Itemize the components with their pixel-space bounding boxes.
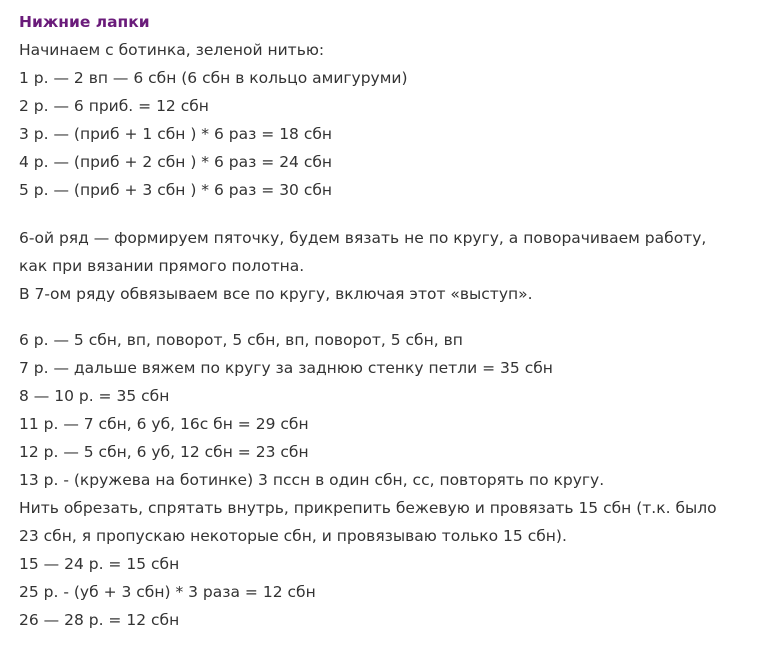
text-line: Начинаем с ботинка, зеленой нитью: bbox=[19, 41, 325, 59]
text-line: 8 — 10 р. = 35 сбн bbox=[19, 387, 170, 405]
text-line: 15 — 24 р. = 15 сбн bbox=[19, 555, 180, 573]
text-line: 11 р. — 7 сбн, 6 уб, 16с бн = 29 сбн bbox=[19, 415, 309, 433]
text-line: Нить обрезать, спрятать внутрь, прикрепить бежевую и провязать 15 сбн (т.к. было bbox=[19, 499, 717, 517]
text-line: 13 р. - (кружева на ботинке) 3 пссн в один сбн, сс, повторять по кругу. bbox=[19, 471, 605, 489]
text-line: 23 сбн, я пропускаю некоторые сбн, и провязываю только 15 сбн). bbox=[19, 527, 567, 545]
main-rows-block bbox=[19, 326, 764, 634]
paragraph-gap bbox=[19, 204, 764, 224]
text-line: 6 р. — 5 сбн, вп, поворот, 5 сбн, вп, поворот, 5 сбн, вп bbox=[19, 331, 463, 349]
text-line: 1 р. — 2 вп — 6 сбн (6 сбн в кольцо амигуруми) bbox=[19, 69, 408, 87]
text-line: 12 р. — 5 сбн, 6 уб, 12 сбн = 23 сбн bbox=[19, 443, 309, 461]
intro-rows-block bbox=[19, 36, 764, 204]
text-line: 2 р. — 6 приб. = 12 сбн bbox=[19, 97, 209, 115]
text-line: 5 р. — (приб + 3 сбн ) * 6 раз = 30 сбн bbox=[19, 181, 333, 199]
text-line: В 7-ом ряду обвязываем все по кругу, включая этот «выступ». bbox=[19, 285, 533, 303]
text-line: 4 р. — (приб + 2 сбн ) * 6 раз = 24 сбн bbox=[19, 153, 333, 171]
paragraph-gap bbox=[19, 308, 764, 326]
text-line: 3 р. — (приб + 1 сбн ) * 6 раз = 18 сбн bbox=[19, 125, 333, 143]
text-line: 25 р. - (уб + 3 сбн) * 3 раза = 12 сбн bbox=[19, 583, 316, 601]
heel-note-block bbox=[19, 224, 764, 308]
text-line: 26 — 28 р. = 12 сбн bbox=[19, 611, 180, 629]
text-line: 7 р. — дальше вяжем по кругу за заднюю стенку петли = 35 сбн bbox=[19, 359, 553, 377]
section-title: Нижние лапки bbox=[19, 13, 150, 31]
text-line: как при вязании прямого полотна. bbox=[19, 257, 305, 275]
text-line: 6-ой ряд — формируем пяточку, будем вязать не по кругу, а поворачиваем работу, bbox=[19, 229, 707, 247]
